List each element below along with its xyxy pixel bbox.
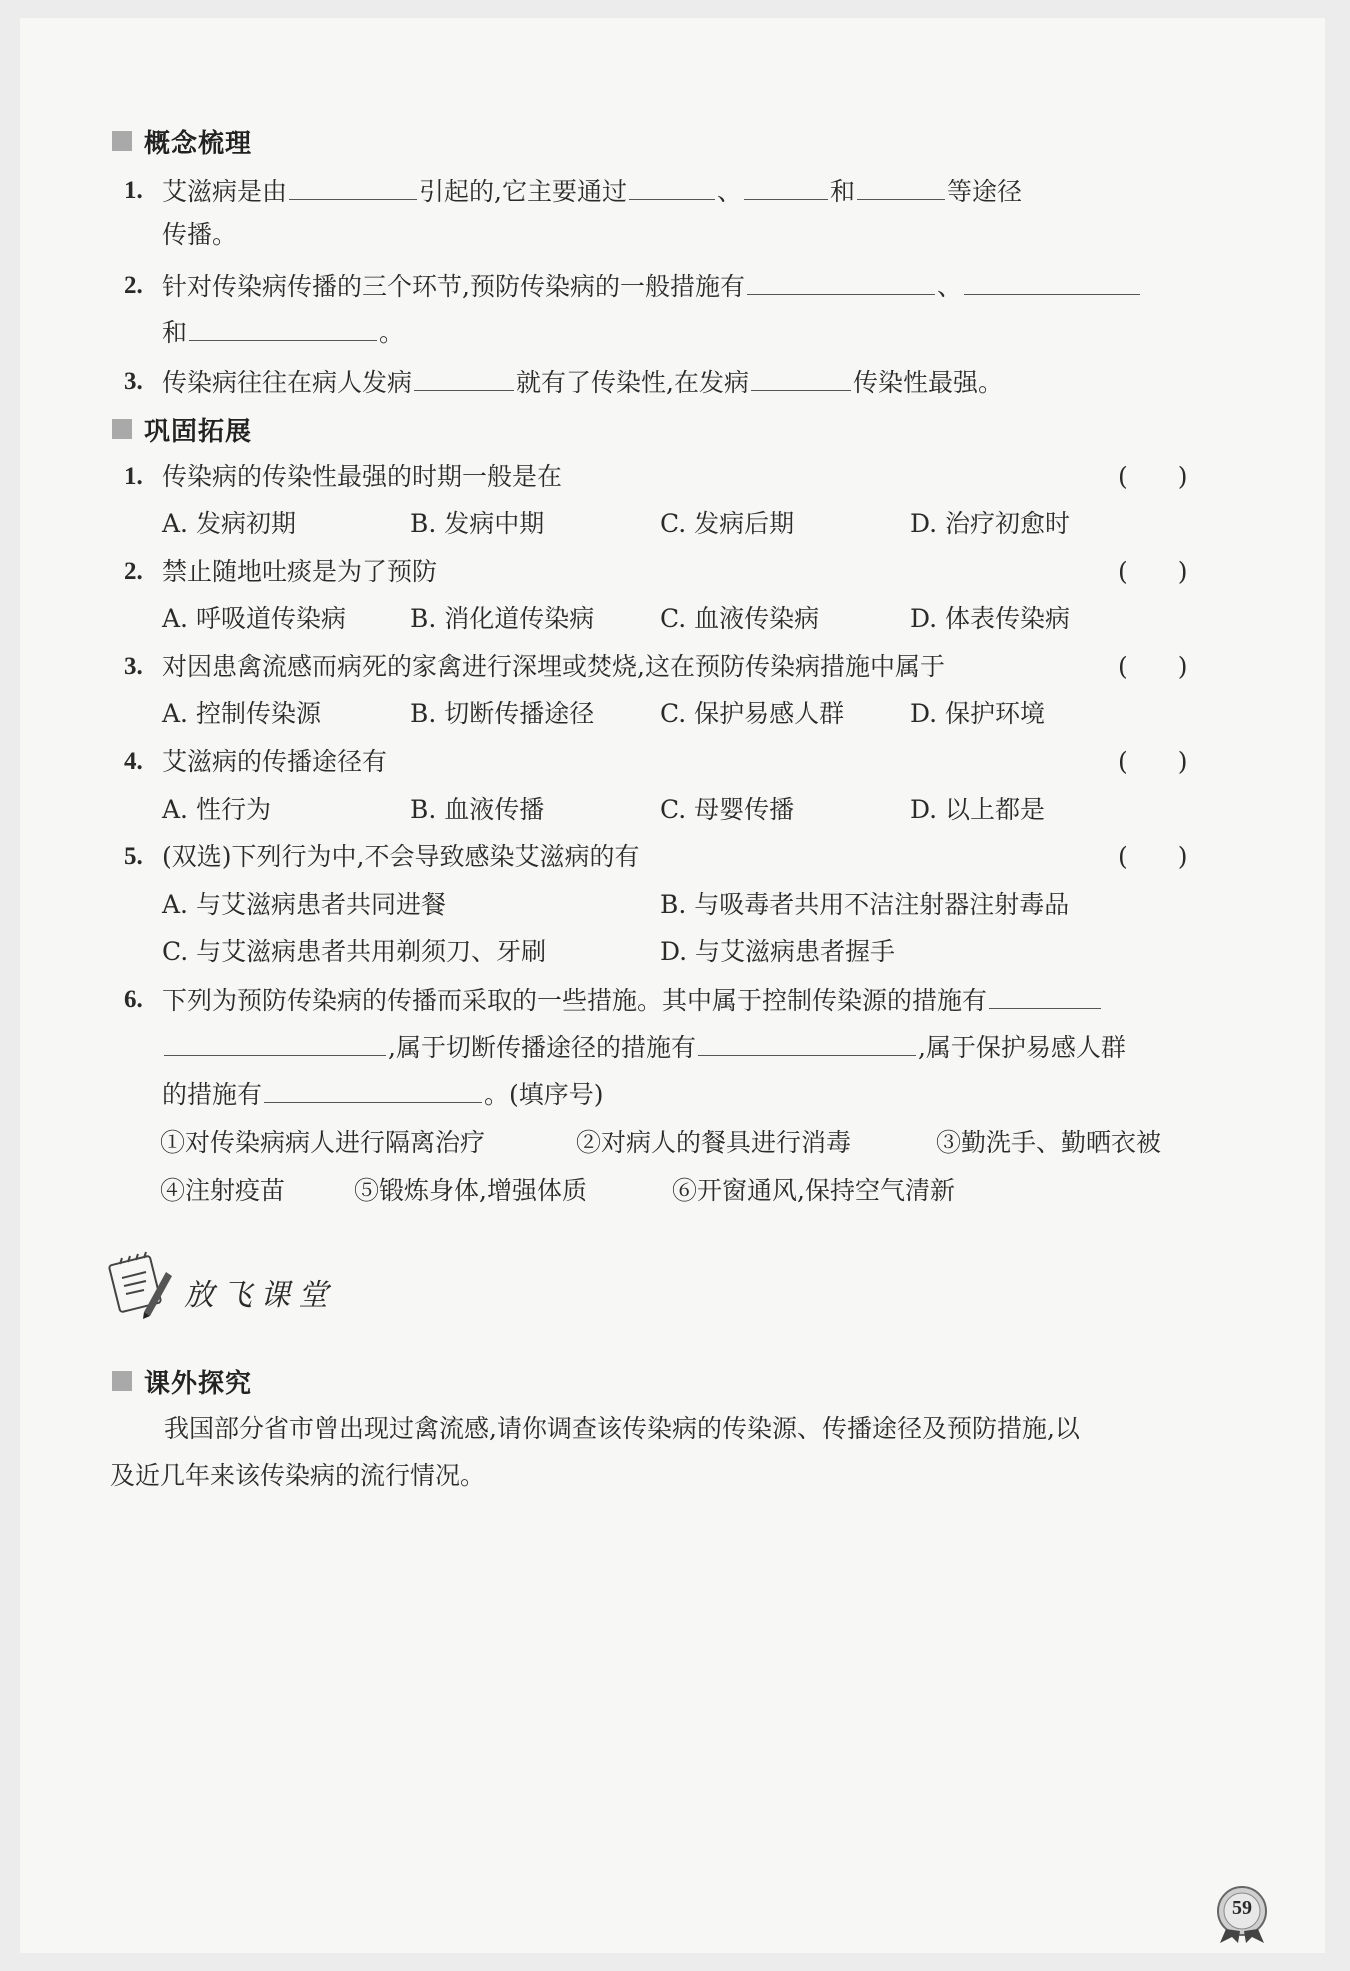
answer-blank[interactable] bbox=[964, 264, 1140, 295]
option-a[interactable]: A. 控制传染源 bbox=[162, 699, 321, 728]
section-title: 概念梳理 bbox=[144, 128, 253, 159]
question-number: 6. bbox=[124, 986, 143, 1013]
section-header-concept bbox=[112, 123, 252, 159]
item-number: 2. bbox=[124, 272, 143, 299]
item-text: 引起的,它主要通过 bbox=[419, 177, 627, 206]
question-1 bbox=[0, 455, 1350, 499]
answer-blank[interactable] bbox=[857, 169, 945, 200]
feature-logo bbox=[108, 1250, 338, 1320]
question-number: 3. bbox=[124, 653, 143, 680]
answer-paren[interactable]: ( ) bbox=[1118, 842, 1188, 871]
answer-blank[interactable] bbox=[164, 1025, 386, 1056]
question-2 bbox=[0, 550, 1350, 594]
measure-item: ②对病人的餐具进行消毒 bbox=[576, 1128, 852, 1157]
option-a[interactable]: A. 呼吸道传染病 bbox=[162, 604, 346, 633]
section-header-consolidate bbox=[112, 411, 252, 447]
question-1-options bbox=[0, 502, 1350, 546]
question-6 bbox=[0, 978, 1350, 1022]
question-6-line3 bbox=[0, 1072, 1350, 1116]
question-stem: 传染病的传染性最强的时期一般是在 bbox=[162, 462, 563, 491]
item-text: 就有了传染性,在发病 bbox=[516, 368, 749, 397]
concept-item-2-cont bbox=[0, 310, 1350, 354]
option-c[interactable]: C. 与艾滋病患者共用剃须刀、牙刷 bbox=[162, 937, 547, 966]
item-text: 、 bbox=[936, 272, 962, 301]
option-b[interactable]: B. 血液传播 bbox=[410, 795, 545, 824]
option-c[interactable]: C. 保护易感人群 bbox=[660, 699, 845, 728]
option-b[interactable]: B. 发病中期 bbox=[410, 509, 545, 538]
question-3 bbox=[0, 645, 1350, 689]
measure-item: ④注射疫苗 bbox=[160, 1176, 286, 1205]
explore-paragraph-line2 bbox=[0, 1454, 1350, 1498]
answer-blank[interactable] bbox=[289, 169, 417, 200]
concept-item-3 bbox=[0, 360, 1350, 404]
question-5-options-row1 bbox=[0, 883, 1350, 927]
measures-row1 bbox=[0, 1121, 1350, 1165]
question-stem: 艾滋病的传播途径有 bbox=[162, 747, 388, 776]
question-4 bbox=[0, 740, 1350, 784]
option-b[interactable]: B. 消化道传染病 bbox=[410, 604, 595, 633]
option-d[interactable]: D. 以上都是 bbox=[910, 795, 1046, 824]
section-square-icon bbox=[112, 1371, 132, 1391]
measure-item: ⑤锻炼身体,增强体质 bbox=[354, 1176, 587, 1205]
option-a[interactable]: A. 与艾滋病患者共同进餐 bbox=[162, 890, 446, 919]
answer-paren[interactable]: ( ) bbox=[1118, 652, 1188, 681]
section-square-icon bbox=[112, 419, 132, 439]
answer-blank[interactable] bbox=[414, 360, 514, 391]
paragraph-text: 及近几年来该传染病的流行情况。 bbox=[110, 1461, 486, 1490]
answer-paren[interactable]: ( ) bbox=[1118, 462, 1188, 491]
section-title: 课外探究 bbox=[144, 1368, 253, 1399]
item-text: 传播。 bbox=[162, 220, 238, 249]
option-b[interactable]: B. 切断传播途径 bbox=[410, 699, 595, 728]
question-stem: (双选)下列行为中,不会导致感染艾滋病的有 bbox=[162, 842, 640, 871]
option-d[interactable]: D. 保护环境 bbox=[910, 699, 1046, 728]
answer-blank[interactable] bbox=[629, 169, 715, 200]
question-5 bbox=[0, 835, 1350, 879]
answer-blank[interactable] bbox=[751, 360, 851, 391]
answer-blank[interactable] bbox=[744, 169, 828, 200]
question-2-options bbox=[0, 597, 1350, 641]
item-text: 传染病往往在病人发病 bbox=[162, 368, 413, 397]
feature-title: 放飞课堂 bbox=[184, 1278, 336, 1313]
answer-blank[interactable] bbox=[698, 1025, 916, 1056]
option-d[interactable]: D. 体表传染病 bbox=[910, 604, 1071, 633]
question-number: 2. bbox=[124, 558, 143, 585]
paragraph-text: 我国部分省市曾出现过禽流感,请你调查该传染病的传染源、传播途径及预防措施,以 bbox=[164, 1414, 1080, 1443]
answer-blank[interactable] bbox=[747, 264, 935, 295]
measures-row2 bbox=[0, 1169, 1350, 1213]
answer-paren[interactable]: ( ) bbox=[1118, 557, 1188, 586]
measure-item: ⑥开窗通风,保持空气清新 bbox=[672, 1176, 955, 1205]
item-text: 传染性最强。 bbox=[852, 368, 1003, 397]
page-number-badge bbox=[1212, 1885, 1272, 1945]
item-text: 等途径 bbox=[947, 177, 1023, 206]
item-text: 艾滋病是由 bbox=[162, 177, 288, 206]
question-text: 的措施有 bbox=[162, 1080, 263, 1109]
item-text: 、 bbox=[716, 177, 742, 206]
question-text: ,属于切断传播途径的措施有 bbox=[388, 1033, 696, 1062]
section-square-icon bbox=[112, 131, 132, 151]
question-4-options bbox=[0, 788, 1350, 832]
option-b[interactable]: B. 与吸毒者共用不洁注射器注射毒品 bbox=[660, 890, 1070, 919]
item-text: 和 bbox=[829, 177, 855, 206]
section-header-extracurricular bbox=[112, 1363, 252, 1399]
question-text: 。(填序号) bbox=[484, 1080, 604, 1109]
question-stem: 禁止随地吐痰是为了预防 bbox=[162, 557, 438, 586]
question-stem: 下列为预防传染病的传播而采取的一些措施。其中属于控制传染源的措施有 bbox=[162, 986, 988, 1015]
measure-item: ①对传染病病人进行隔离治疗 bbox=[160, 1128, 486, 1157]
question-number: 4. bbox=[124, 748, 143, 775]
item-text: 针对传染病传播的三个环节,预防传染病的一般措施有 bbox=[162, 272, 745, 301]
item-text: 。 bbox=[379, 318, 405, 347]
option-a[interactable]: A. 发病初期 bbox=[162, 509, 296, 538]
answer-blank[interactable] bbox=[989, 978, 1101, 1009]
question-number: 1. bbox=[124, 463, 143, 490]
option-a[interactable]: A. 性行为 bbox=[162, 795, 271, 824]
option-d[interactable]: D. 治疗初愈时 bbox=[910, 509, 1071, 538]
item-number: 3. bbox=[124, 368, 143, 395]
measure-item: ③勤洗手、勤晒衣被 bbox=[936, 1128, 1162, 1157]
question-3-options bbox=[0, 692, 1350, 736]
question-5-options-row2 bbox=[0, 930, 1350, 974]
concept-item-1 bbox=[0, 169, 1350, 213]
option-d[interactable]: D. 与艾滋病患者握手 bbox=[660, 937, 896, 966]
concept-item-1-cont bbox=[0, 213, 1350, 257]
question-text: ,属于保护易感人群 bbox=[917, 1033, 1126, 1062]
section-title: 巩固拓展 bbox=[144, 416, 253, 447]
notebook-pen-icon bbox=[108, 1250, 180, 1320]
option-c[interactable]: C. 血液传染病 bbox=[660, 604, 820, 633]
answer-blank[interactable] bbox=[264, 1072, 482, 1103]
answer-paren[interactable]: ( ) bbox=[1118, 747, 1188, 776]
item-text: 和 bbox=[162, 318, 188, 347]
question-number: 5. bbox=[124, 843, 143, 870]
explore-paragraph-line1 bbox=[0, 1407, 1350, 1451]
answer-blank[interactable] bbox=[189, 310, 377, 341]
concept-item-2 bbox=[0, 264, 1350, 308]
question-stem: 对因患禽流感而病死的家禽进行深埋或焚烧,这在预防传染病措施中属于 bbox=[162, 652, 945, 681]
option-c[interactable]: C. 母婴传播 bbox=[660, 795, 795, 824]
option-c[interactable]: C. 发病后期 bbox=[660, 509, 795, 538]
item-number: 1. bbox=[124, 177, 143, 204]
question-6-line2 bbox=[0, 1025, 1350, 1069]
page-number: 59 bbox=[1232, 1897, 1252, 1919]
